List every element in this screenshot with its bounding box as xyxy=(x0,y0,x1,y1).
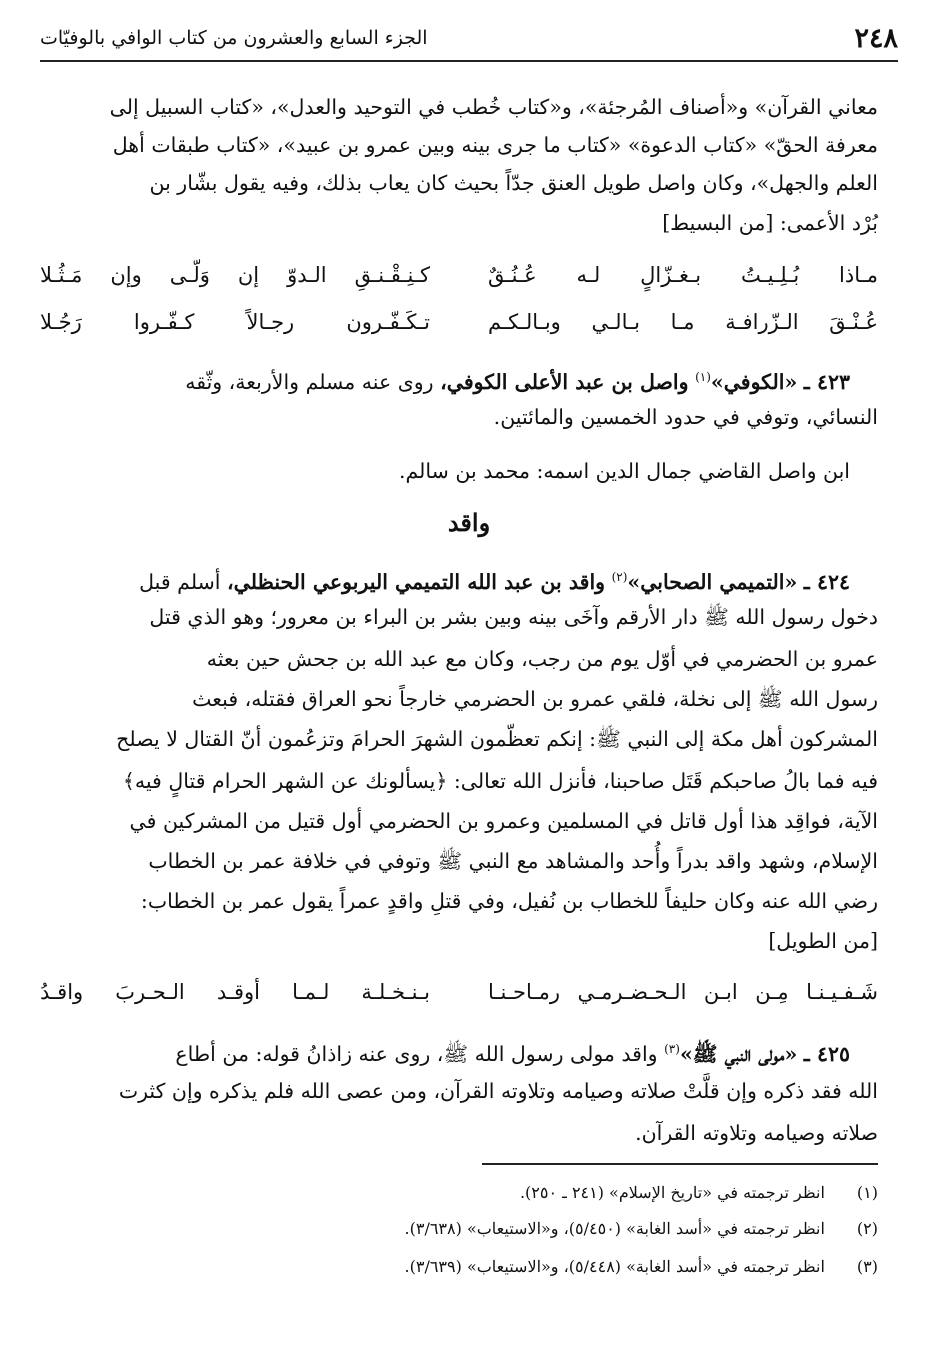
text-line: عمرو بن الحضرمي في أوّل يوم من رجب، وكان مع عبد الله بن جحش حين بعثه xyxy=(206,647,878,671)
text-line: دخول رسول الله ﷺ دار الأرقم وآخَى بينه وبين بشر بن البراء بن معرور؛ وهو الذي قتل xyxy=(149,605,878,629)
footnote-ref: (٢) xyxy=(611,570,628,584)
entry-text: واقد مولى رسول الله ﷺ، روى عنه زاذانُ قوله: من أطاع xyxy=(175,1041,658,1066)
entry-heading: «التميمي الصحابي» xyxy=(627,569,798,594)
footnote-text: انظر ترجمته في «أسد الغابة» (٥/٤٤٨)، و«الاستيعاب» (٣/٦٣٩). xyxy=(404,1257,825,1276)
footnote-text: انظر ترجمته في «أسد الغابة» (٥/٤٥٠)، و«الاستيعاب» (٣/٦٣٨). xyxy=(404,1219,825,1238)
text-line: المشركون أهل مكة إلى النبي ﷺ: إنكم تعظّمون الشهرَ الحرامَ وتزعُمون أنّ القتال لا يصلح xyxy=(116,727,878,751)
text-line: العلم والجهل»، وكان واصل طويل العنق جدّاً بحيث كان يعاب بذلك، وفيه يقول بشّار بن xyxy=(149,171,878,195)
footnote-mark: (١) xyxy=(856,1183,878,1202)
text-line: [من الطويل] xyxy=(768,929,878,953)
text-line: ابن واصل القاضي جمال الدين اسمه: محمد بن سالم. xyxy=(399,459,850,483)
entry-424-line xyxy=(40,558,850,596)
verse-line xyxy=(40,972,878,1012)
text-line: معرفة الحقّ» «كتاب الدعوة» «كتاب ما جرى بينه وبين عمرو بن عبيد»، «كتاب طبقات أهل xyxy=(112,133,878,157)
entry-number: ٤٢٤ ـ xyxy=(803,569,850,594)
section-title: واقد xyxy=(447,508,491,537)
verse-second-hemistich: كـنِـقْـنـقِ الـدوّ إن وَلّـى وإن مَـثُـلا xyxy=(40,263,430,287)
entry-425-line xyxy=(40,1030,850,1068)
footnote-text: انظر ترجمته في «تاريخ الإسلام» (٢٤١ ـ ٢٥٠). xyxy=(519,1183,825,1202)
footnote-ref: (٣) xyxy=(664,1042,680,1056)
footnote xyxy=(40,1180,878,1206)
text-line: الله فقد ذكره وإن قلَّتْ صلاته وصيامه وتلاوته القرآن، ومن عصى الله فلم يذكره وإن كثرت xyxy=(118,1079,878,1103)
text-line: النسائي، وتوفي في حدود الخمسين والمائتين. xyxy=(493,405,878,429)
text-line: الآية، فواقِد هذا أول قاتل في المسلمين وعمرو بن الحضرمي أول قتيل من المشركين في xyxy=(129,809,878,833)
verse-first-hemistich: شَـفـيـنـا مِـن ابـن الـحـضـرمـي رمـاحـنـا xyxy=(488,980,878,1004)
text-line: بُرْد الأعمى: [من البسيط] xyxy=(662,211,878,235)
page-number: ٢٤٨ xyxy=(854,22,898,54)
entry-heading: «مولى النبي ﷺ» xyxy=(679,1041,798,1066)
running-title: الجزء السابع والعشرون من كتاب الوافي بالوفيّات xyxy=(40,27,428,49)
entry-text: أسلم قبل xyxy=(139,569,221,594)
text-line: رضي الله عنه وكان حليفاً للخطاب بن نُفيل، وفي قتلِ واقدٍ عمراً يقول عمر بن الخطاب: xyxy=(140,889,878,913)
verse-second-hemistich: بـنـخـلـة لـمـا أوقـد الـحـربَ واقـدُ xyxy=(40,980,430,1004)
text-line: الإسلام، وشهد واقد بدراً وأُحد والمشاهد مع النبي ﷺ وتوفي في خلافة عمر بن الخطاب xyxy=(148,849,878,873)
footnote-mark: (٢) xyxy=(856,1219,878,1238)
footnote xyxy=(40,1216,878,1242)
entry-number: ٤٢٣ ـ xyxy=(803,369,850,394)
text-line: معاني القرآن» و«أصناف المُرجئة»، و«كتاب خُطب في التوحيد والعدل»، «كتاب السبيل إلى xyxy=(109,95,878,119)
entry-text: روى عنه مسلم والأربعة، وثّقه xyxy=(185,369,434,394)
entry-heading: «الكوفي» xyxy=(710,369,798,394)
text-line: صلاته وصيامه وتلاوته القرآن. xyxy=(635,1121,878,1145)
text-line: فيه فما بالُ صاحبكم قَتَل صاحبنا، فأنزل الله تعالى: ﴿يسألونك عن الشهر الحرام قتالٍ فيه﴾ xyxy=(122,769,878,793)
footnote xyxy=(40,1254,878,1280)
verse-line xyxy=(40,302,878,342)
verse-first-hemistich: عُـنْـقَ الـزّرافـة مـا بـالـي وبـالـكـم xyxy=(488,310,878,334)
verse-first-hemistich: مـاذا بُـلِـيـتُ بـغـزّالٍ لـه عُـنُـقٌ xyxy=(488,263,878,287)
verse-line xyxy=(40,255,878,295)
entry-number: ٤٢٥ ـ xyxy=(803,1041,850,1066)
footnote-ref: (١) xyxy=(695,370,711,384)
entry-423-line xyxy=(40,358,850,396)
page-header xyxy=(40,16,898,62)
entry-name: واصل بن عبد الأعلى الكوفي، xyxy=(440,369,689,394)
entry-name: واقد بن عبد الله التميمي اليربوعي الحنظلي، xyxy=(227,569,606,594)
verse-second-hemistich: تـكَـفّـرون رجـالاً كـفّـروا رَجُـلا xyxy=(40,310,430,334)
text-line: رسول الله ﷺ إلى نخلة، فلقي عمرو بن الحضرمي خارجاً نحو العراق فقتله، فبعث xyxy=(192,687,878,711)
footnote-mark: (٣) xyxy=(856,1257,878,1276)
footnote-separator xyxy=(482,1163,878,1165)
